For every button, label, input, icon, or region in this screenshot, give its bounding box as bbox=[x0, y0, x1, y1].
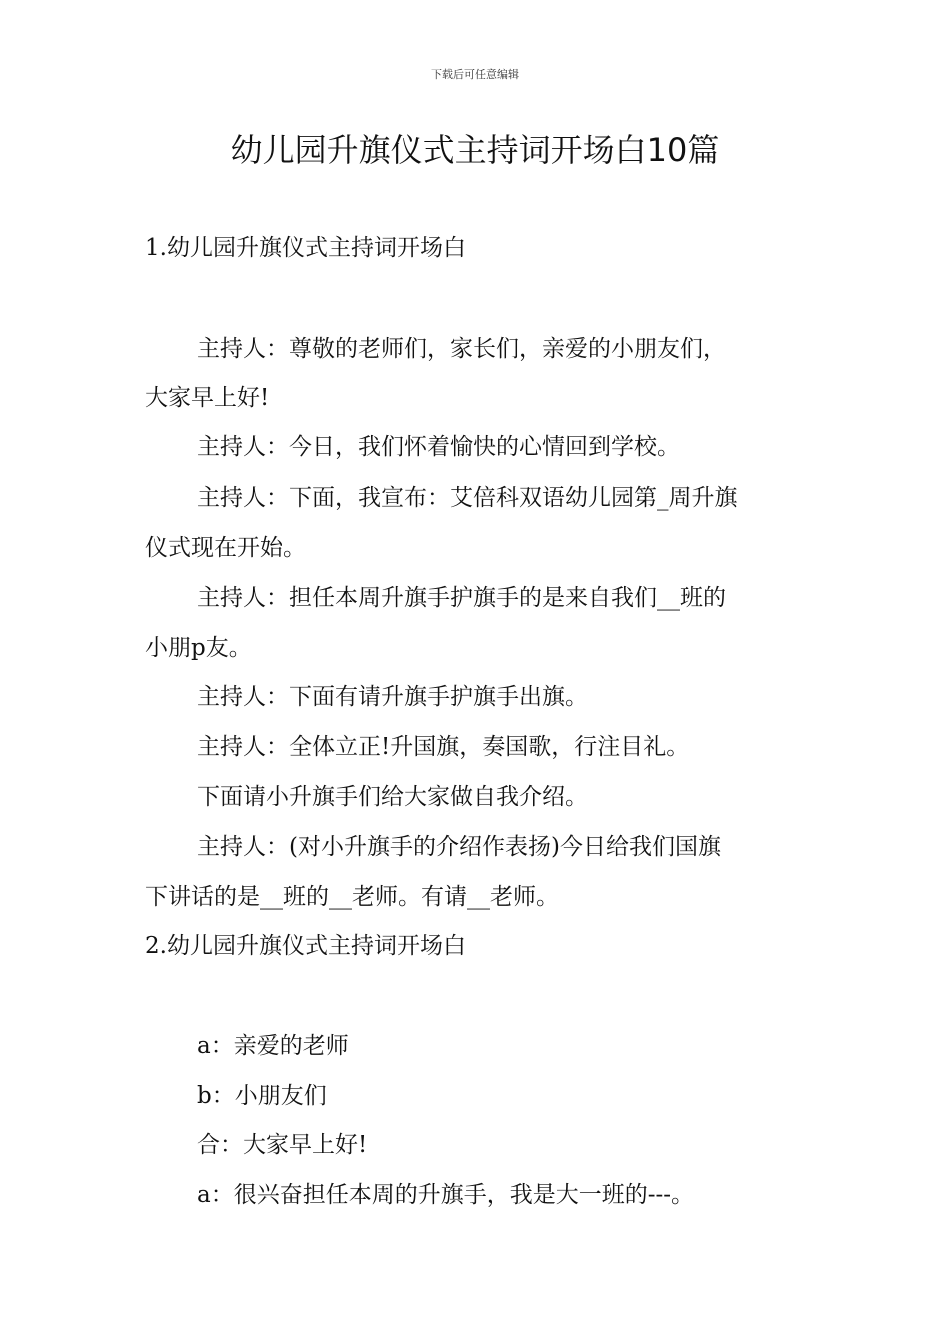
section-heading-1: 1.幼儿园升旗仪式主持词开场白 bbox=[145, 235, 466, 261]
paragraph-line: 小朋p友。 bbox=[145, 635, 252, 661]
paragraph-line: a：亲爱的老师 bbox=[197, 1033, 349, 1059]
paragraph-line: 大家早上好! bbox=[145, 385, 270, 411]
page-header: 下载后可任意编辑 bbox=[431, 68, 519, 81]
paragraph-line: 主持人：担任本周升旗手护旗手的是来自我们__班的 bbox=[197, 585, 726, 611]
document-title: 幼儿园升旗仪式主持词开场白10篇 bbox=[230, 131, 720, 169]
paragraph-line: 主持人：今日，我们怀着愉快的心情回到学校。 bbox=[197, 434, 680, 460]
paragraph-line: 主持人：下面，我宣布：艾倍科双语幼儿园第_周升旗 bbox=[197, 485, 738, 511]
paragraph-line: 合：大家早上好! bbox=[197, 1132, 368, 1158]
paragraph-line: 下面请小升旗手们给大家做自我介绍。 bbox=[197, 784, 588, 810]
paragraph-line: 主持人：(对小升旗手的介绍作表扬)今日给我们国旗 bbox=[197, 834, 721, 860]
paragraph-line: 主持人：尊敬的老师们，家长们，亲爱的小朋友们， bbox=[197, 336, 726, 362]
paragraph-line: 下讲话的是__班的__老师。有请__老师。 bbox=[145, 884, 559, 910]
paragraph-line: 主持人：下面有请升旗手护旗手出旗。 bbox=[197, 684, 588, 710]
paragraph-line: b：小朋友们 bbox=[197, 1083, 327, 1109]
paragraph-line: a：很兴奋担任本周的升旗手，我是大一班的---。 bbox=[197, 1182, 695, 1208]
paragraph-line: 主持人：全体立正!升国旗，奏国歌，行注目礼。 bbox=[197, 734, 690, 760]
paragraph-line: 仪式现在开始。 bbox=[145, 535, 306, 561]
section-heading-2: 2.幼儿园升旗仪式主持词开场白 bbox=[145, 933, 466, 959]
